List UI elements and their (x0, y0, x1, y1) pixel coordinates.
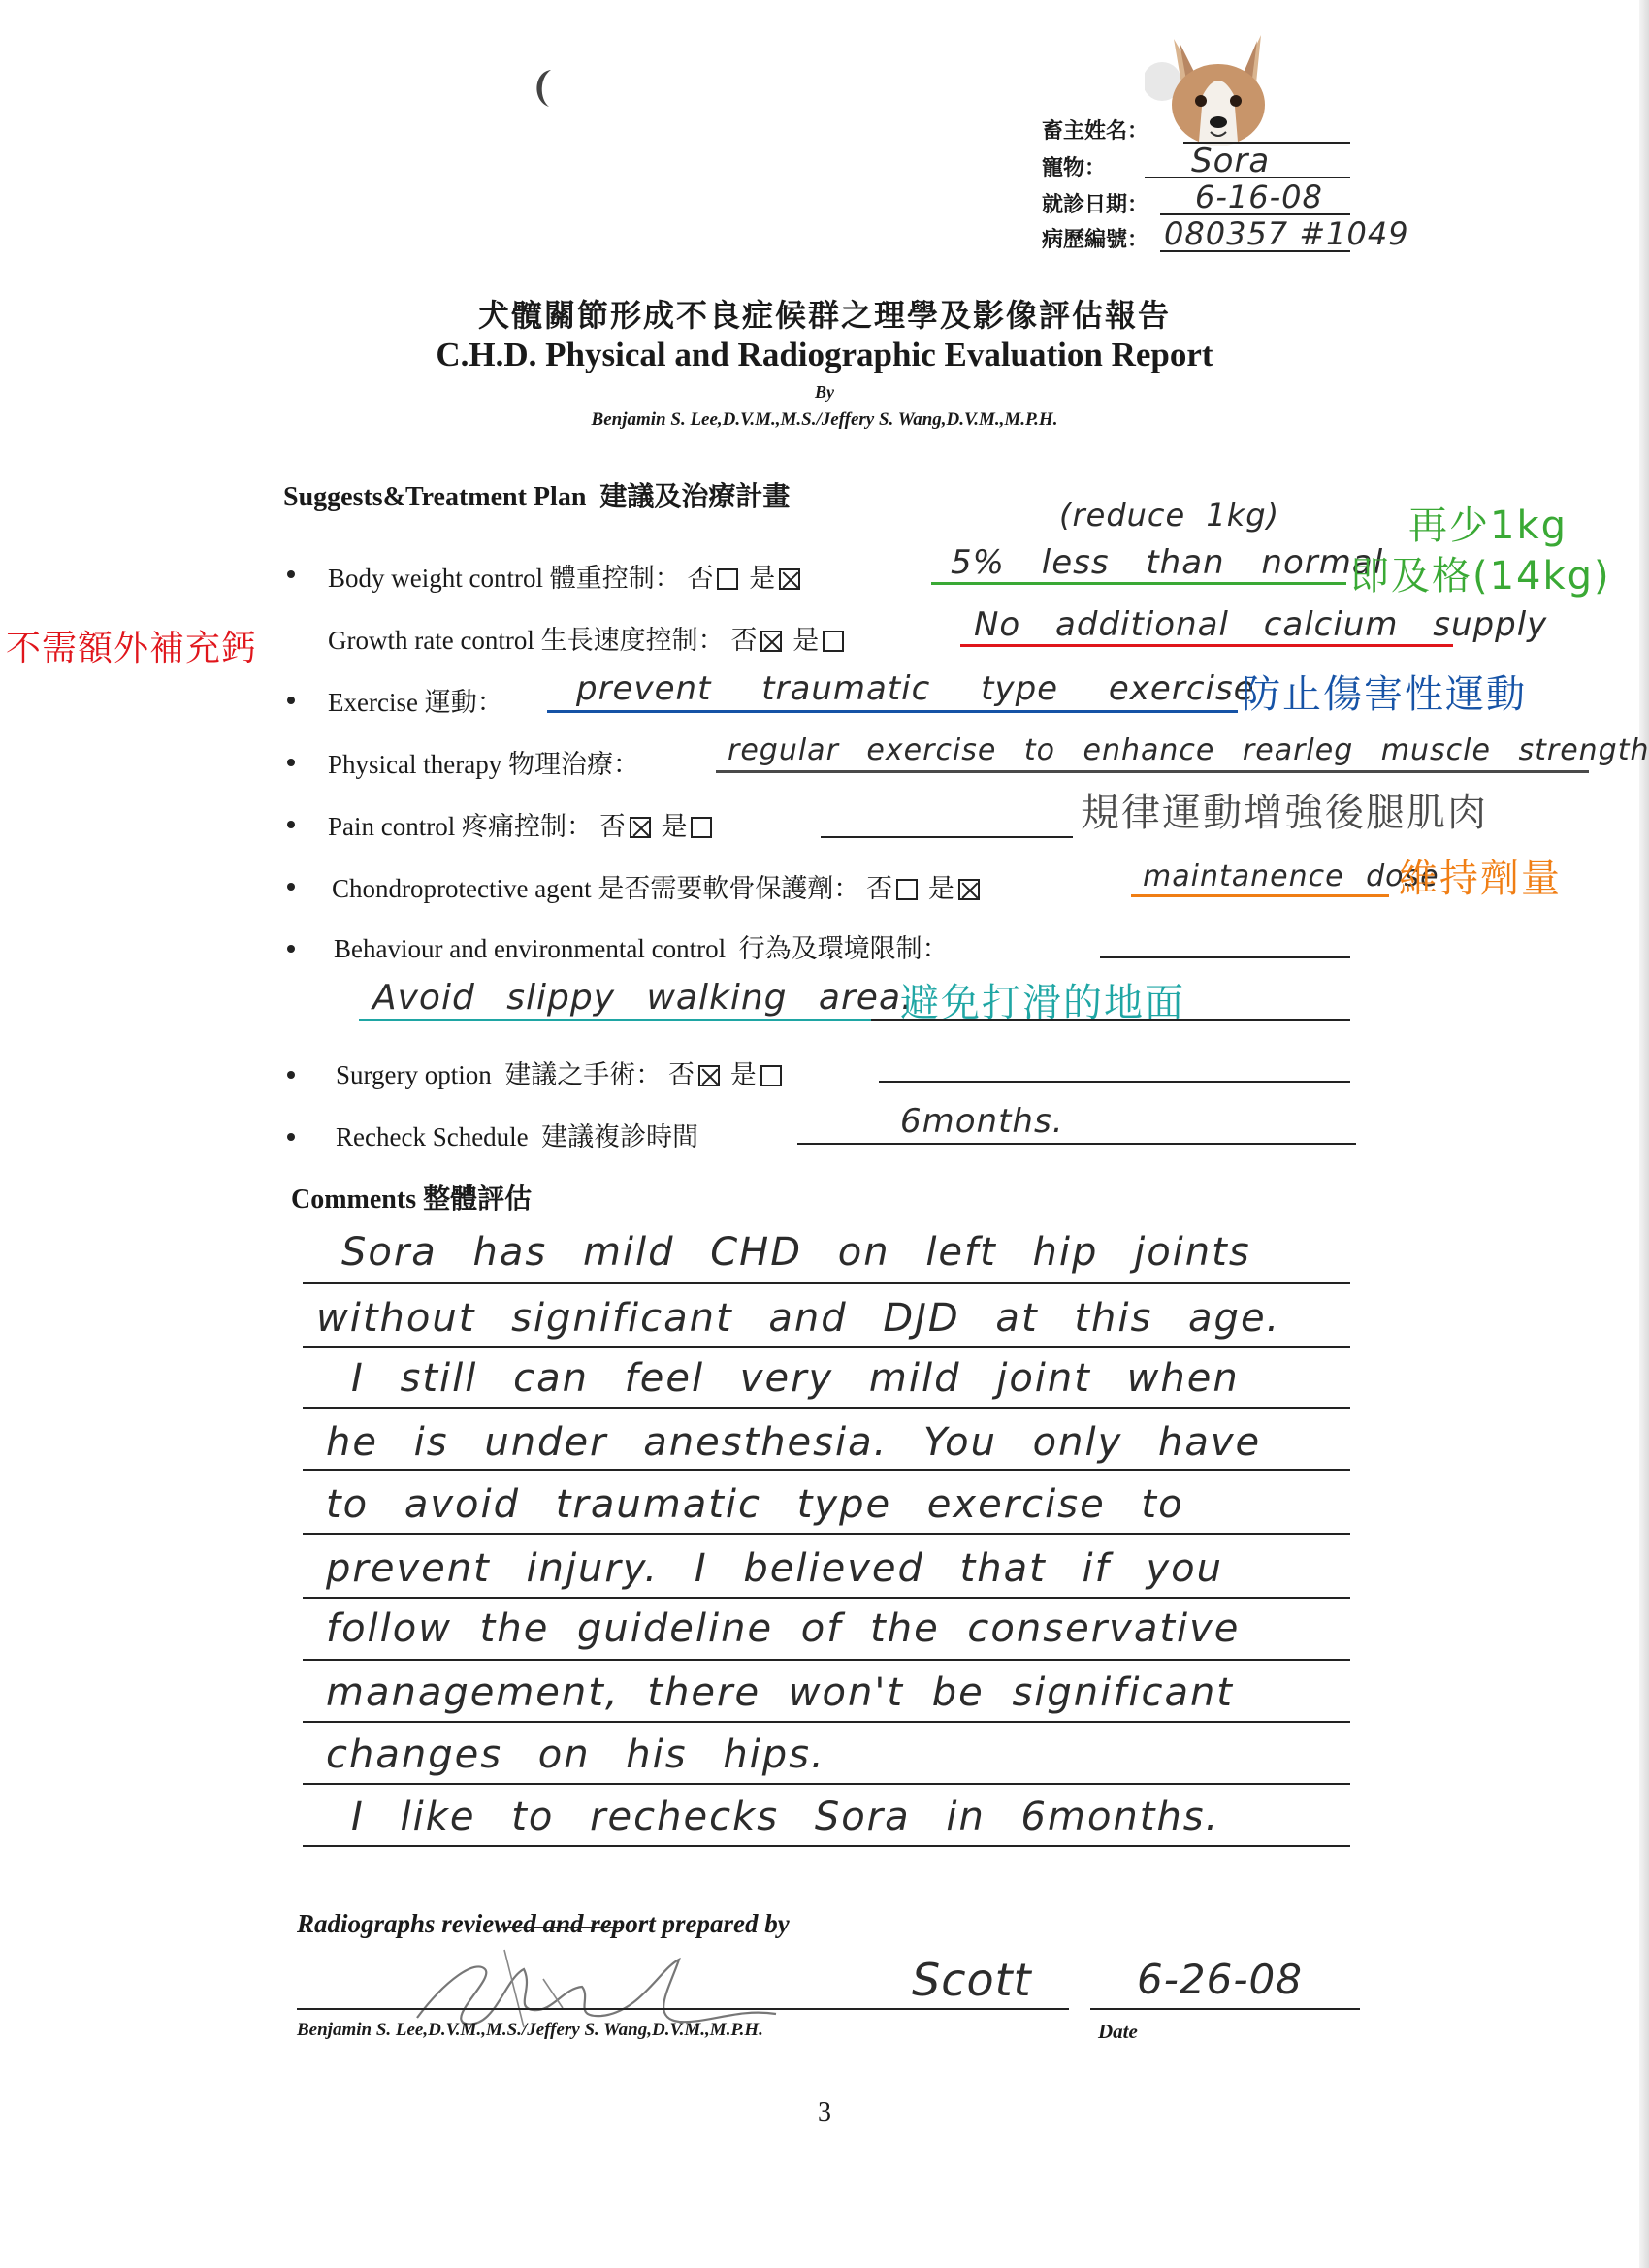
exercise-annotation: 防止傷害性運動 (1242, 672, 1527, 717)
signature-line (297, 2008, 1069, 2010)
exercise-label: Exercise 運動： (328, 688, 503, 717)
body-weight-yes-checkbox[interactable] (779, 568, 800, 590)
title-chinese: 犬髖關節形成不良症候群之理學及影像評估報告 (477, 298, 1171, 333)
signature-date-label: Date (1098, 2020, 1138, 2043)
comment-line (303, 1845, 1350, 1847)
comment-line (303, 1721, 1350, 1723)
surgery-line (879, 1081, 1350, 1083)
pain-control-label: Pain control 疼痛控制： (328, 812, 593, 841)
bullet (287, 821, 295, 828)
body-weight-label: Body weight control 體重控制： (328, 564, 681, 593)
prepared-by-label: Radiographs reviewed and report prepared by (297, 1909, 790, 1938)
section-title: Suggests&Treatment Plan 建議及治療計畫 (283, 482, 791, 512)
surgery-yes: 是 (729, 1060, 757, 1089)
physical-therapy-label: Physical therapy 物理治療： (328, 750, 639, 779)
pain-control-no-checkbox[interactable] (630, 817, 651, 838)
comment-text: Sora has mild CHD on left hip joints (341, 1230, 1251, 1275)
surgery-yes-checkbox[interactable] (760, 1065, 782, 1086)
growth-rate-no-checkbox[interactable] (760, 631, 782, 652)
title-by: By (815, 382, 834, 402)
comment-line (303, 1597, 1350, 1599)
date-value: 6-16-08 (1195, 178, 1323, 215)
physical-therapy-underline (716, 770, 1589, 773)
behaviour-line (1100, 956, 1350, 958)
comment-line (303, 1533, 1350, 1535)
comment-text: I still can feel very mild joint when (351, 1356, 1240, 1401)
comment-line (303, 1469, 1350, 1471)
growth-rate-annotation: 不需額外補充鈣 (6, 629, 258, 668)
comment-line (303, 1659, 1350, 1661)
surgery-label: Surgery option 建議之手術： (336, 1060, 663, 1089)
chondro-value: maintanence dose (1143, 859, 1439, 893)
growth-rate-yes: 是 (792, 626, 820, 655)
punch-hole (524, 66, 563, 111)
title-english: C.H.D. Physical and Radiographic Evaluation Report (436, 336, 1213, 373)
dog-photo (1145, 27, 1290, 153)
signature-authors: Benjamin S. Lee,D.V.M.,M.S./Jeffery S. Wang,D.V.M.,M.P.H. (297, 2020, 763, 2040)
owner-label: 畜主姓名： (1042, 118, 1149, 143)
surgery-no-checkbox[interactable] (698, 1065, 720, 1086)
title-authors: Benjamin S. Lee,D.V.M.,M.S./Jeffery S. Wang,D.V.M.,M.P.H. (591, 409, 1058, 430)
comment-line (303, 1407, 1350, 1409)
growth-rate-underline (960, 644, 1453, 647)
body-weight-note: (reduce 1kg) (1059, 497, 1280, 534)
pet-label: 寵物： (1042, 155, 1107, 179)
comment-line (303, 1783, 1350, 1785)
growth-rate-no: 否 (730, 626, 758, 655)
body-weight-yes: 是 (749, 564, 776, 593)
prepared-by-strike (504, 1927, 621, 1928)
bullet (287, 1133, 295, 1141)
exercise-underline (547, 710, 1238, 713)
record-label: 病歷編號： (1042, 227, 1149, 251)
recheck-value: 6months. (900, 1102, 1064, 1141)
body-weight-annotation-2: 即及格(14kg) (1350, 554, 1611, 599)
surgery-row (336, 1053, 786, 1091)
date-line-bottom (1090, 2008, 1360, 2010)
behaviour-line-2 (871, 1019, 1350, 1021)
pain-control-no: 否 (598, 812, 626, 841)
physical-therapy-annotation: 規律運動增強後腿肌肉 (1081, 791, 1488, 835)
comment-text: prevent injury. I believed that if you (326, 1546, 1223, 1591)
record-value: 080357 #1049 (1164, 215, 1409, 252)
bullet (287, 945, 295, 953)
body-weight-underline (931, 582, 1346, 585)
growth-rate-yes-checkbox[interactable] (823, 631, 844, 652)
bullet (287, 759, 295, 766)
bullet (287, 697, 295, 704)
comment-text: he is under anesthesia. You only have (326, 1420, 1262, 1465)
date-label: 就診日期： (1042, 192, 1149, 216)
body-weight-value: 5% less than normal (951, 543, 1384, 582)
physical-therapy-value: regular exercise to enhance rearleg muscle strength (728, 733, 1649, 767)
chondro-no-checkbox[interactable] (896, 879, 918, 900)
comment-text: management, there won't be significant (326, 1670, 1234, 1715)
chondro-row (332, 867, 984, 905)
comments-title: Comments 整體評估 (291, 1184, 533, 1215)
comment-text: without significant and DJD at this age. (316, 1296, 1281, 1341)
comment-line (303, 1282, 1350, 1284)
recheck-line (797, 1143, 1356, 1145)
pain-control-row (328, 805, 716, 843)
pain-control-yes-checkbox[interactable] (691, 817, 712, 838)
body-weight-no-checkbox[interactable] (717, 568, 738, 590)
chondro-no: 否 (866, 874, 893, 903)
behaviour-annotation: 避免打滑的地面 (900, 981, 1185, 1025)
exercise-value: prevent traumatic type exercise (576, 669, 1255, 708)
growth-rate-row (328, 619, 848, 657)
body-weight-row (328, 557, 804, 595)
bullet (287, 883, 295, 891)
signature-date: 6-26-08 (1137, 1956, 1303, 2003)
comment-text: follow the guideline of the conservative (326, 1606, 1241, 1651)
chondro-underline (1131, 894, 1389, 897)
growth-rate-label: Growth rate control 生長速度控制： (328, 626, 725, 655)
growth-rate-value: No additional calcium supply (974, 605, 1548, 644)
chondro-yes-checkbox[interactable] (958, 879, 980, 900)
chondro-annotation: 維持劑量 (1399, 857, 1562, 901)
body-weight-annotation-1: 再少1kg (1408, 503, 1568, 548)
comment-line (303, 1346, 1350, 1348)
pain-control-yes: 是 (661, 812, 688, 841)
recheck-label: Recheck Schedule 建議複診時間 (336, 1122, 699, 1151)
chondro-yes: 是 (927, 874, 954, 903)
behaviour-value: Avoid slippy walking area. (372, 978, 914, 1018)
page-number: 3 (818, 2097, 831, 2127)
surgery-no: 否 (668, 1060, 695, 1089)
signature-name: Scott (912, 1954, 1032, 2006)
bullet (287, 1071, 295, 1079)
behaviour-underline (359, 1019, 871, 1021)
comment-text: I like to rechecks Sora in 6months. (351, 1795, 1220, 1839)
comment-text: to avoid traumatic type exercise to (326, 1482, 1184, 1527)
pet-value: Sora (1191, 142, 1271, 180)
pain-control-line (821, 836, 1073, 838)
body-weight-no: 否 (687, 564, 714, 593)
bullet (287, 570, 295, 578)
behaviour-label: Behaviour and environmental control 行為及環境限制： (334, 934, 949, 963)
chondro-label: Chondroprotective agent 是否需要軟骨保護劑： (332, 874, 860, 903)
comment-text: changes on his hips. (326, 1733, 825, 1777)
